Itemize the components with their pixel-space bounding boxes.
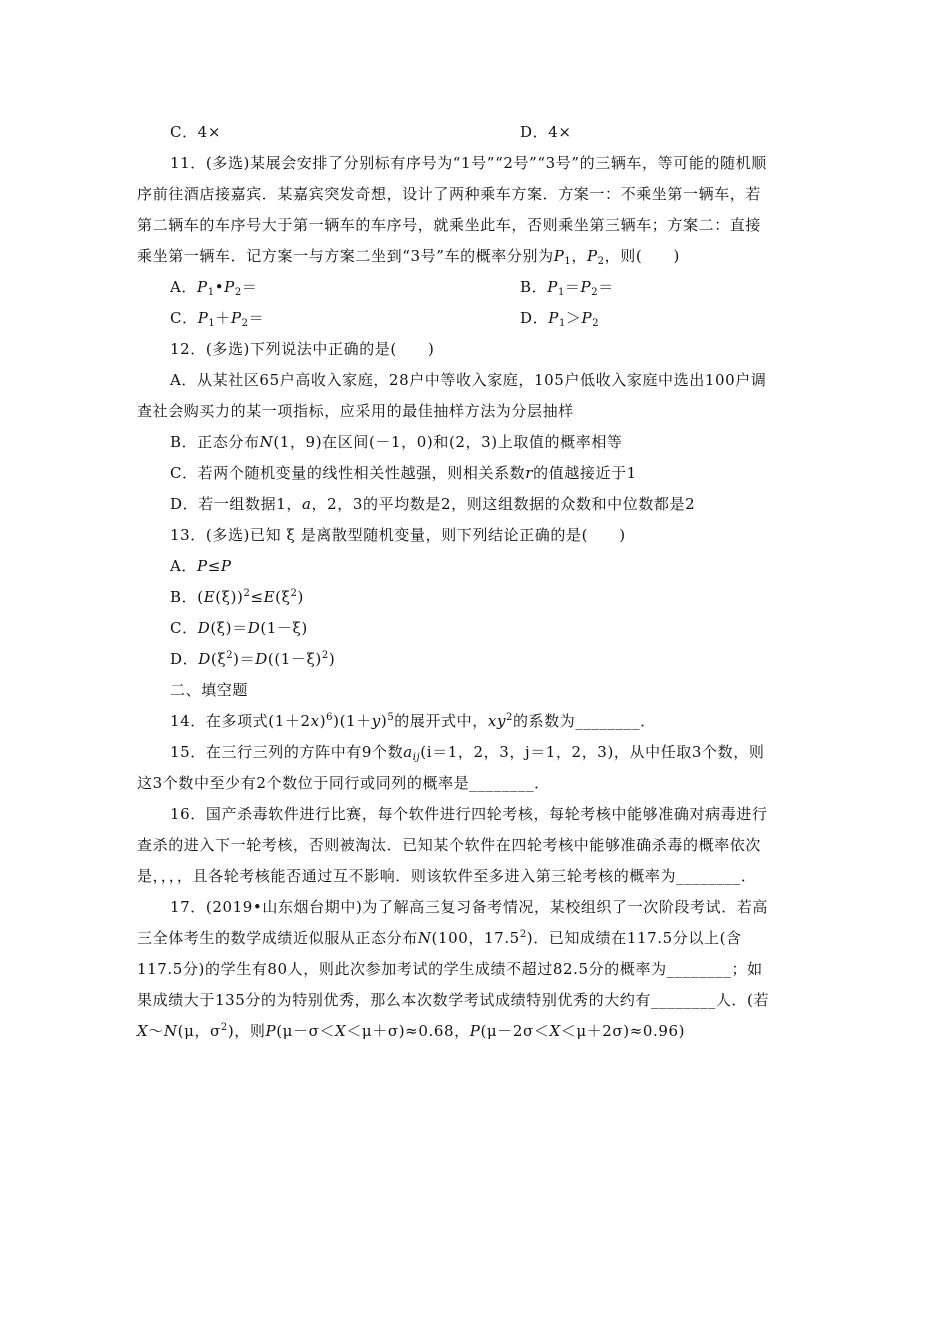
q11-stem-line-1: 11．(多选)某展会安排了分别标有序号为“1号”“2号”“3号”的三辆车，等可能的随机顺 bbox=[170, 154, 767, 172]
q12-option-c: C．若两个随机变量的线性相关性越强，则相关系数r的值越接近于1 bbox=[170, 464, 637, 482]
q13-option-b: B．$(E(\xi))^2\le E(\xi^2)$ bbox=[170, 588, 304, 606]
q16-stem-line-2: 查杀的进入下一轮考核，否则被淘汰．已知某个软件在四轮考核中能够准确杀毒的概率依次 bbox=[137, 836, 762, 854]
q13-stem: 13．(多选)已知 ξ 是离散型随机变量，则下列结论正确的是( ) bbox=[170, 526, 626, 544]
q17-stem-line-3: 117.5分)的学生有80人，则此次参加考试的学生成绩不超过82.5分的概率为________；如 bbox=[137, 960, 763, 978]
q13-option-c: C．D(ξ)＝D(1－ξ) bbox=[170, 619, 308, 637]
q14-stem: 14．在多项式$(1+2x)^6)(1+y)^5$的展开式中，$xy^2$的系数为________． bbox=[170, 712, 656, 730]
q17-stem-line-2: 三全体考生的数学成绩近似服从正态分布N(100，17.5$^2$)．已知成绩在117.5分以上(含 bbox=[137, 929, 742, 947]
q11-option-d: D．$P_1>P_2$ bbox=[520, 309, 600, 329]
q11-option-b: B．$P_1=P_2=$ bbox=[520, 278, 614, 298]
q12-option-b: B．正态分布N(1，9)在区间(－1，0)和(2，3)上取值的概率相等 bbox=[170, 433, 623, 451]
q12-option-d: D．若一组数据1，a，2，3的平均数是2，则这组数据的众数和中位数都是2 bbox=[170, 495, 696, 513]
q17-stem-line-4: 果成绩大于135分的为特别优秀，那么本次数学考试成绩特别优秀的大约有________人．(若 bbox=[137, 991, 770, 1009]
q11-stem-line-4: 乘坐第一辆车．记方案一与方案二坐到“3号”车的概率分别为$P_1$，$P_2$，则( ) bbox=[137, 247, 680, 267]
q13-option-d: D．$D(\xi^2)=D((1-\xi)^2)$ bbox=[170, 650, 336, 668]
q11-option-a: A．$P_1•P_2=$ bbox=[170, 278, 258, 298]
q10-option-d: D．4× bbox=[520, 123, 572, 141]
q12-stem: 12．(多选)下列说法中正确的是( ) bbox=[170, 340, 435, 358]
q11-option-c: C．$P_1+P_2=$ bbox=[170, 309, 265, 329]
q16-stem-line-3: 是，，，，且各轮考核能否通过互不影响．则该软件至多进入第三轮考核的概率为________． bbox=[137, 867, 757, 885]
q10-option-c: C．4× bbox=[170, 123, 221, 141]
q15-stem-line-1: 15．在三行三列的方阵中有9个数$a_{ij}(i=1$，2，3，j＝1，2，3)，从中任取3个数，则 bbox=[170, 743, 765, 763]
q15-stem-line-2: 这3个数中至少有2个数位于同行或同列的概率是________． bbox=[137, 774, 550, 792]
q13-option-a: A．P≤P bbox=[170, 557, 232, 575]
q17-stem-line-5: X～N(μ，$\sigma^2$)，则P(μ－σ＜X＜μ＋σ)≈0.68，P(μ－2σ＜X＜μ＋2σ)≈0.96) bbox=[137, 1022, 686, 1040]
q17-stem-line-1: 17．(2019•山东烟台期中)为了解高三复习备考情况，某校组织了一次阶段考试．若高 bbox=[170, 898, 769, 916]
q11-stem-line-3: 第二辆车的车序号大于第一辆车的车序号，就乘坐此车，否则乘坐第三辆车；方案二：直接 bbox=[137, 216, 762, 234]
q16-stem-line-1: 16．国产杀毒软件进行比赛，每个软件进行四轮考核，每轮考核中能够准确对病毒进行 bbox=[170, 805, 768, 823]
section-heading: 二、填空题 bbox=[170, 681, 249, 699]
q12-option-a-line-2: 查社会购买力的某一项指标，应采用的最佳抽样方法为分层抽样 bbox=[137, 402, 574, 420]
q11-stem-line-2: 序前往酒店接嘉宾．某嘉宾突发奇想，设计了两种乘车方案．方案一：不乘坐第一辆车，若 bbox=[137, 185, 762, 203]
q12-option-a-line-1: A．从某社区65户高收入家庭，28户中等收入家庭，105户低收入家庭中选出100户调 bbox=[170, 371, 767, 389]
